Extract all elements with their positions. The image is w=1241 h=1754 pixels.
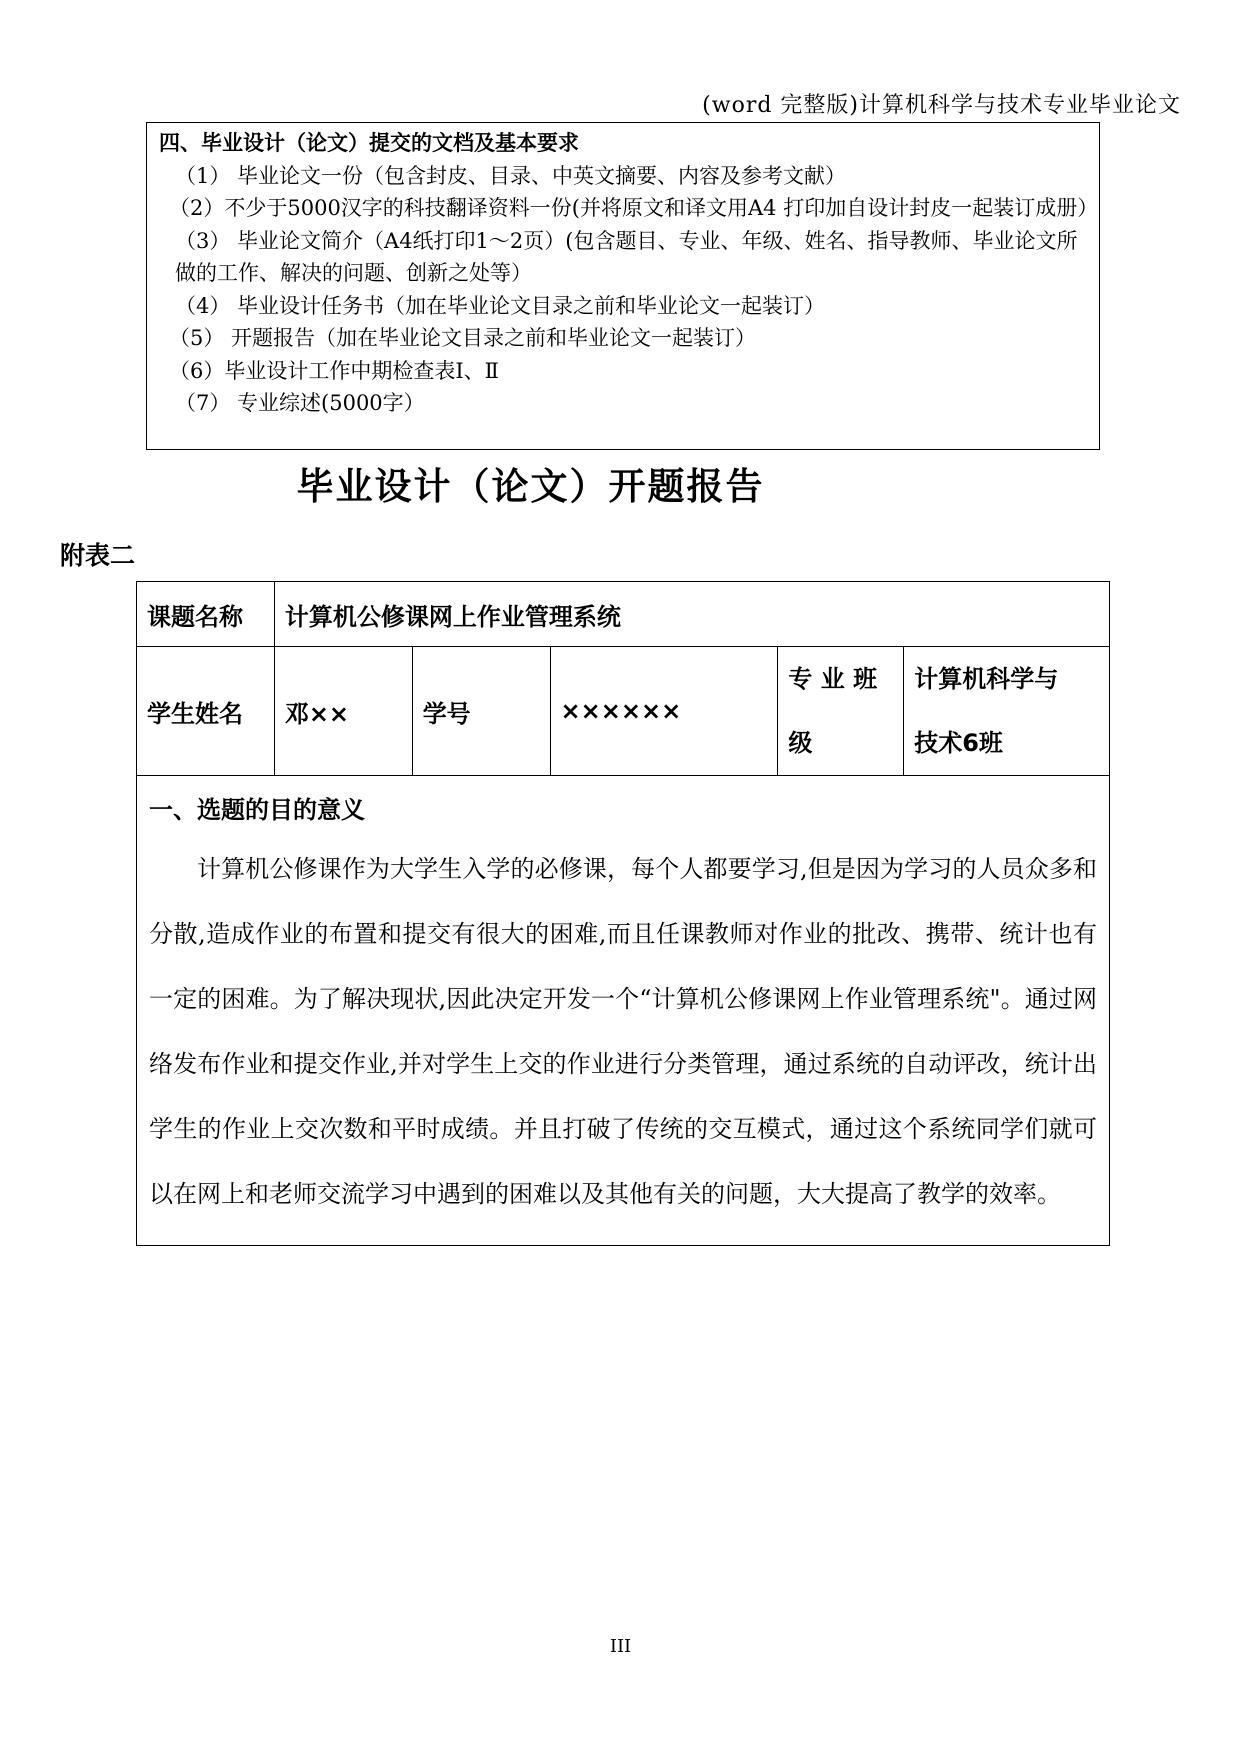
requirement-item-2: （2）不少于5000汉字的科技翻译资料一份(并将原文和译文用A4 打印加自设计封皮一起装订成册） [169, 196, 1099, 220]
major-class-label [778, 647, 904, 776]
running-header: (word 完整版)计算机科学与技术专业毕业论文 [702, 93, 1181, 118]
table-row [137, 776, 1110, 1246]
topic-label: 课题名称 [137, 582, 275, 647]
student-id-label: 学号 [412, 647, 550, 776]
requirements-box [146, 122, 1100, 450]
appendix-label: 附表二 [60, 541, 136, 570]
major-class-label-line2: 级 [788, 729, 813, 757]
student-name-value: 邓×× [274, 647, 412, 776]
requirement-item-3: （3） 毕业论文简介（A4纸打印1～2页）(包含题目、专业、年级、姓名、指导教师、毕业论文所做的工作、解决的问题、创新之处等） [175, 228, 1078, 285]
document-title: 毕业设计（论文）开题报告 [296, 465, 765, 508]
topic-value: 计算机公修课网上作业管理系统 [274, 582, 1109, 647]
requirement-item-4: （4） 毕业设计任务书（加在毕业论文目录之前和毕业论文一起装订） [175, 293, 826, 318]
major-class-value [904, 647, 1110, 776]
section-body: 计算机公修课作为大学生入学的必修课，每个人都要学习,但是因为学习的人员众多和分散,造成作业的布置和提交有很大的困难,而且任课教师对作业的批改、携带、统计也有一定的困难。为了解决现状,因此决定开发一个“计算机公修课网上作业管理系统"。通过网络发布作业和提交作业,并对学生上交的作业进行分类管理，通过系统的自动评改，统计出学生的作业上交次数和平时成绩。并且打破了传统的交互模式，通过这个系统同学们就可以在网上和老师交流学习中遇到的困难以及其他有关的问题，大大提高了教学的效率。 [149, 855, 1097, 1208]
student-name-label: 学生姓名 [137, 647, 275, 776]
proposal-report-table [136, 581, 1110, 1246]
requirement-item-6: （6）毕业设计工作中期检查表Ⅰ、Ⅱ [169, 358, 499, 383]
student-id-value: ×××××× [550, 647, 778, 776]
requirement-item-7: （7） 专业综述(5000字） [175, 391, 425, 415]
table-row [137, 647, 1110, 776]
major-class-label-line1: 专 业 班 [788, 665, 878, 693]
table-row [137, 582, 1110, 647]
page-number: III [609, 1636, 632, 1657]
section-heading: 一、选题的目的意义 [149, 796, 365, 824]
requirements-title: 四、毕业设计（论文）提交的文档及基本要求 [159, 131, 579, 155]
requirement-item-5: （5） 开题报告（加在毕业论文目录之前和毕业论文一起装订） [169, 326, 757, 350]
major-class-value-line1: 计算机科学与 [914, 665, 1059, 693]
major-class-value-line2: 技术6班 [914, 729, 1003, 757]
section-purpose [137, 776, 1110, 1246]
requirement-item-1: （1） 毕业论文一份（包含封皮、目录、中英文摘要、内容及参考文献） [175, 163, 847, 188]
